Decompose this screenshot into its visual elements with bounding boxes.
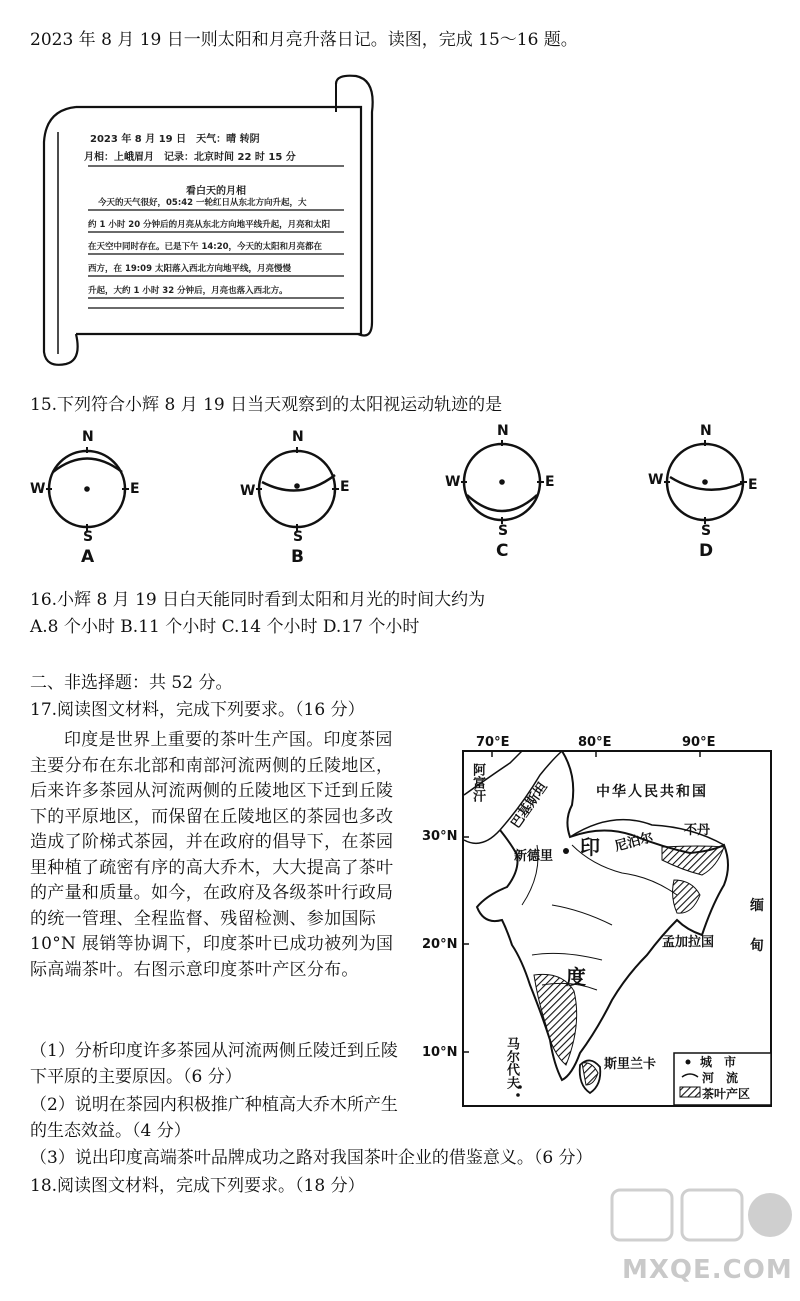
q15-text: 15.下列符合小辉 8 月 19 日当天观察到的太阳视运动轨迹的是 bbox=[30, 395, 503, 415]
q16-choices: A.8 个小时 B.11 个小时 C.14 个小时 D.17 个小时 bbox=[30, 617, 420, 637]
q17-sub3: （3）说出印度高端茶叶品牌成功之路对我国茶叶企业的借鉴意义。（6 分） bbox=[30, 1148, 593, 1168]
diary-line-1: 今天的天气很好，05:42 一轮红日从东北方向升起，大 bbox=[98, 198, 307, 208]
q17-paragraph-block bbox=[30, 728, 405, 983]
diary-title: 看白天的月相 bbox=[186, 186, 246, 197]
map-lat-10: 10°N bbox=[422, 1045, 458, 1060]
option-d-horizon bbox=[648, 427, 758, 537]
option-d-n: N bbox=[700, 423, 712, 439]
diary-line-4: 西方，在 19:09 太阳落入西北方向地平线，月亮慢慢 bbox=[88, 264, 291, 274]
map-label-bangladesh: 孟加拉国 bbox=[662, 935, 715, 950]
option-a-letter[interactable]: A bbox=[81, 547, 95, 567]
option-a-s: S bbox=[83, 529, 94, 545]
option-a-e: E bbox=[130, 481, 140, 497]
map-label-china: 中华人民共和国 bbox=[596, 784, 708, 800]
option-d-diagram bbox=[648, 423, 758, 567]
q17-sub1-line1 bbox=[30, 1038, 408, 1090]
watermark-logo bbox=[592, 1185, 792, 1295]
diary-header-date: 2023 年 8 月 19 日 天气：晴 转阴 bbox=[90, 134, 260, 145]
option-a-diagram bbox=[30, 427, 140, 567]
map-lat-20: 20°N bbox=[422, 937, 458, 952]
diary-header-phase: 月相：上峨眉月 记录：北京时间 22 时 15 分 bbox=[84, 152, 296, 163]
map-label-maldives: 马尔代夫 bbox=[504, 1037, 519, 1089]
map-label-afghanistan: 阿富汗 bbox=[470, 763, 485, 802]
legend-river: 河 流 bbox=[702, 1071, 739, 1085]
diary-scroll-figure bbox=[36, 72, 376, 372]
legend-city: 城 市 bbox=[700, 1055, 737, 1069]
option-b-e: E bbox=[340, 479, 350, 495]
q17-sub2-line bbox=[30, 1092, 408, 1144]
map-label-srilanka: 斯里兰卡 bbox=[604, 1057, 657, 1072]
option-b-s: S bbox=[293, 529, 304, 545]
option-c-letter[interactable]: C bbox=[496, 541, 509, 561]
option-b-w: W bbox=[240, 483, 256, 499]
section-2-heading: 二、非选择题：共 52 分。 bbox=[30, 673, 233, 693]
map-label-newdelhi: 新德里 bbox=[514, 849, 554, 864]
watermark-text: MXQE.COM bbox=[622, 1255, 793, 1285]
q17-sub1: （1）分析印度许多茶园从河流两侧丘陵迁到丘陵下平原的主要原因。（6 分） bbox=[30, 1041, 398, 1087]
map-lat-30: 30°N bbox=[422, 829, 458, 844]
diary-line-2: 约 1 小时 20 分钟后的月亮从东北方向地平线升起，月亮和太阳 bbox=[88, 220, 331, 230]
option-b-letter[interactable]: B bbox=[291, 547, 304, 567]
map-lon-90: 90°E bbox=[682, 735, 716, 750]
map-lon-70: 70°E bbox=[476, 735, 510, 750]
option-c-diagram bbox=[445, 423, 555, 567]
map-label-india-b: 度 bbox=[566, 965, 586, 989]
option-c-horizon bbox=[445, 427, 555, 537]
india-tea-map bbox=[422, 735, 774, 1107]
map-label-pakistan: 巴基斯坦 bbox=[508, 780, 551, 832]
map-label-india-a: 印 bbox=[580, 835, 600, 859]
q16-text: 16.小辉 8 月 19 日白天能同时看到太阳和月光的时间大约为 bbox=[30, 590, 486, 610]
map-label-myanmar-a: 缅 bbox=[750, 898, 764, 914]
option-a-n: N bbox=[82, 429, 94, 445]
option-b-n: N bbox=[292, 429, 304, 445]
legend-tea: 茶叶产区 bbox=[702, 1087, 751, 1101]
map-lon-80: 80°E bbox=[578, 735, 612, 750]
q18-title: 18.阅读图文材料，完成下列要求。（18 分） bbox=[30, 1176, 365, 1196]
diary-line-5: 升起，大约 1 小时 32 分钟后，月亮也落入西北方。 bbox=[88, 286, 288, 296]
diary-line-3: 在天空中同时存在。已是下午 14:20，今天的太阳和月亮都在 bbox=[88, 242, 323, 252]
option-d-letter[interactable]: D bbox=[699, 541, 714, 561]
intro-text: 2023 年 8 月 19 日一则太阳和月亮升落日记。读图，完成 15～16 题。 bbox=[30, 30, 578, 50]
option-b-diagram bbox=[240, 427, 350, 567]
q17-sub2: （2）说明在茶园内积极推广种植高大乔木所产生的生态效益。（4 分） bbox=[30, 1095, 398, 1141]
q17-paragraph: 印度是世界上重要的茶叶生产国。印度茶园主要分布在东北部和南部河流两侧的丘陵地区，后来许多茶园从河流两侧的丘陵地区下迁到丘陵下的平原地区，而保留在丘陵地区的茶园也多改造成了阶梯式茶园，并在政府的倡导下，在茶园里种植了疏密有序的高大乔木，大大提高了茶叶的产量和质量。如今，在政府及各级茶叶行政局的统一管理、全程监督、残留检测、参加国际 10°N 展销等协调下，印度茶叶已成功被列为国际高端茶叶。右图示意印度茶叶产区分布。 bbox=[30, 730, 394, 980]
option-c-n: N bbox=[497, 423, 509, 439]
map-label-nepal: 尼泊尔 bbox=[613, 830, 655, 855]
option-a-w: W bbox=[30, 481, 46, 497]
option-d-w: W bbox=[648, 472, 664, 488]
option-c-e: E bbox=[545, 474, 555, 490]
q17-title: 17.阅读图文材料，完成下列要求。（16 分） bbox=[30, 700, 365, 720]
option-d-s: S bbox=[701, 523, 712, 539]
option-c-w: W bbox=[445, 474, 461, 490]
map-label-myanmar-b: 甸 bbox=[750, 938, 764, 954]
option-c-s: S bbox=[498, 523, 509, 539]
map-label-bhutan: 不丹 bbox=[684, 823, 711, 838]
option-d-e: E bbox=[748, 477, 758, 493]
